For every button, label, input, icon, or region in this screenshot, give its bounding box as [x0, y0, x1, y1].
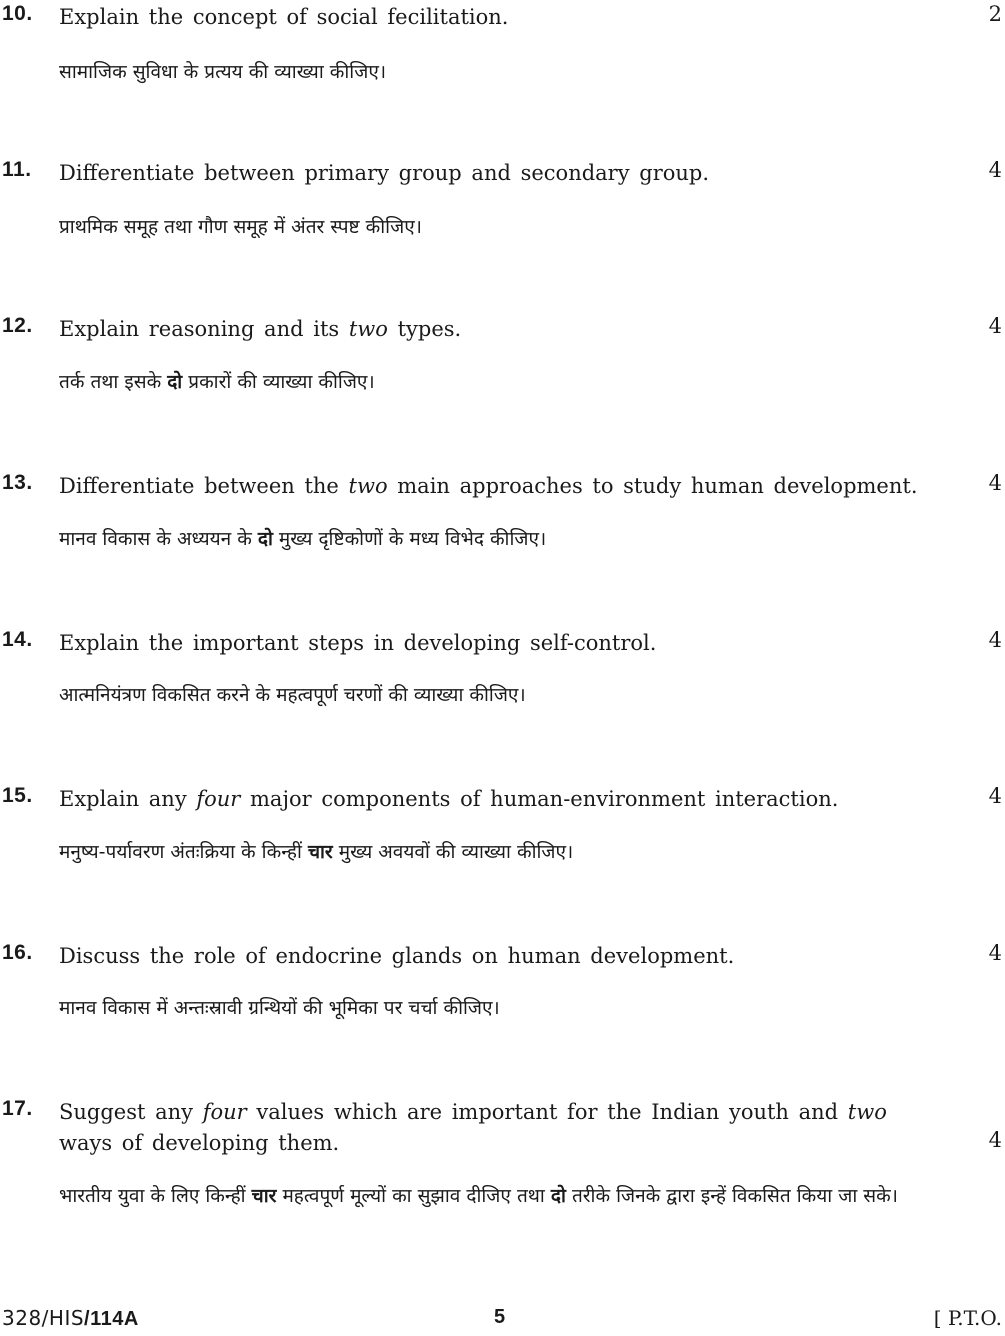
question-text-hindi: भारतीय युवा के लिए किन्हीं चार महत्वपूर्ण मूल्यों का सुझाव दीजिए तथा दो तरीके जिनके द्वारा इन्हें विकसित किया जा सके। — [59, 1185, 898, 1207]
question-marks: 4 — [988, 784, 1002, 808]
question-text-hindi: मनुष्य-पर्यावरण अंतःक्रिया के किन्हीं चार मुख्य अवयवों की व्याख्या कीजिए। — [59, 841, 574, 863]
question-number: 13. — [2, 471, 33, 494]
page-number: 5 — [494, 1306, 506, 1328]
question-text-english: Differentiate between primary group and secondary group. — [59, 161, 710, 185]
question-text-hindi: सामाजिक सुविधा के प्रत्यय की व्याख्या कीजिए। — [59, 61, 387, 83]
question-text-hindi: तर्क तथा इसके दो प्रकारों की व्याख्या कीजिए। — [59, 371, 375, 393]
question-text-english: Suggest any four values which are important for the Indian youth and two ways of developing them. — [59, 1100, 897, 1155]
question-marks: 4 — [988, 941, 1002, 965]
question-text-hindi: प्राथमिक समूह तथा गौण समूह में अंतर स्पष्ट कीजिए। — [59, 216, 422, 238]
question-marks: 4 — [988, 158, 1002, 182]
question-number: 15. — [2, 784, 33, 807]
question-text-english: Explain any four major components of human-environment interaction. — [59, 787, 839, 811]
question-number: 12. — [2, 314, 33, 337]
question-marks: 4 — [988, 628, 1002, 652]
question-marks: 4 — [988, 471, 1002, 495]
question-text-hindi: आत्मनियंत्रण विकसित करने के महत्वपूर्ण चरणों की व्याख्या कीजिए। — [59, 684, 526, 706]
question-text-hindi: मानव विकास में अन्तःस्रावी ग्रन्थियों की भूमिका पर चर्चा कीजिए। — [59, 997, 500, 1019]
question-marks: 4 — [988, 1128, 1002, 1152]
question-number: 11. — [2, 158, 32, 181]
question-number: 17. — [2, 1097, 33, 1120]
please-turn-over: [ P.T.O. — [933, 1306, 1002, 1330]
question-number: 14. — [2, 628, 33, 651]
question-number: 16. — [2, 941, 33, 964]
question-text-english: Differentiate between the two main approaches to study human development. — [59, 474, 918, 498]
paper-code: 328/HIS/114A — [2, 1306, 139, 1330]
question-marks: 4 — [988, 314, 1002, 338]
question-marks: 2 — [988, 2, 1002, 26]
page-footer — [0, 1306, 1005, 1336]
question-text-english: Discuss the role of endocrine glands on human development. — [59, 944, 735, 968]
question-number: 10. — [2, 2, 33, 25]
question-text-english: Explain the concept of social fecilitation. — [59, 5, 509, 29]
question-text-english: Explain the important steps in developing self-control. — [59, 631, 657, 655]
question-text-hindi: मानव विकास के अध्ययन के दो मुख्य दृष्टिकोणों के मध्य विभेद कीजिए। — [59, 528, 547, 550]
question-text-english: Explain reasoning and its two types. — [59, 317, 462, 341]
